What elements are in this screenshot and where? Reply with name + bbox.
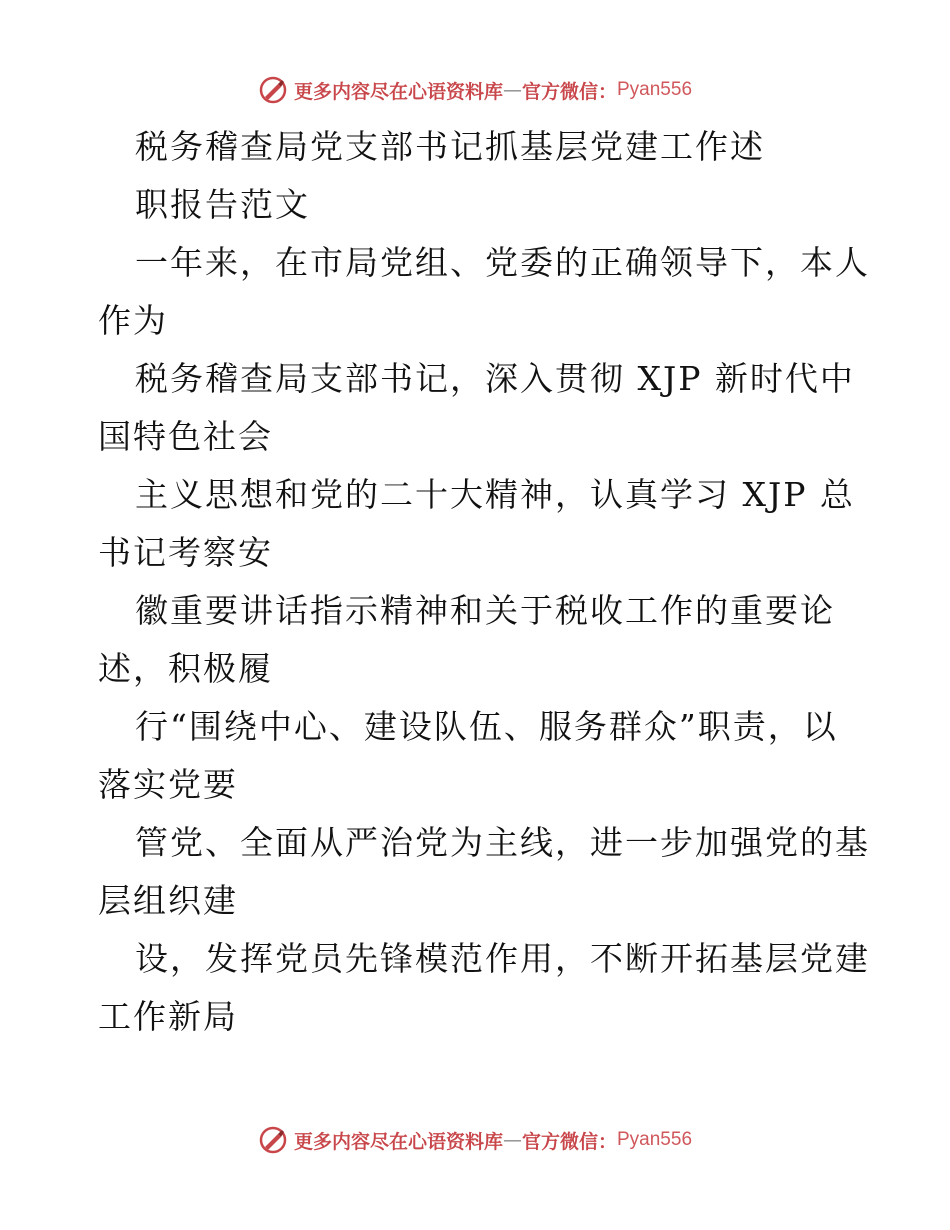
pen-circle-logo-icon <box>258 75 288 105</box>
doc-paragraph-line: 徽重要讲话指示精神和关于税收工作的重要论 <box>135 591 835 630</box>
doc-paragraph-line: 行“围绕中心、建设队伍、服务群众”职责，以 <box>135 707 838 746</box>
doc-paragraph-line: 落实党要 <box>98 765 238 804</box>
doc-title-line-2: 职报告范文 <box>135 185 310 224</box>
banner-main-text: 更多内容尽在心语资料库 <box>293 1130 503 1153</box>
doc-paragraph-line: 管党、全面从严治党为主线，进一步加强党的基 <box>135 823 870 862</box>
doc-paragraph-line: 主义思想和党的二十大精神，认真学习 XJP 总 <box>135 475 855 514</box>
doc-paragraph-line: 设，发挥党员先锋模范作用，不断开拓基层党建 <box>135 939 870 978</box>
footer-banner <box>0 1120 950 1160</box>
banner-contact-label: 官方微信： <box>521 1130 617 1153</box>
doc-paragraph-line: 工作新局 <box>98 997 238 1036</box>
doc-paragraph-line: 层组织建 <box>98 881 238 920</box>
banner-contact-label: 官方微信： <box>521 80 617 103</box>
doc-paragraph-line: 国特色社会 <box>98 417 273 456</box>
doc-paragraph-line: 述，积极履 <box>98 649 273 688</box>
doc-paragraph-line: 书记考察安 <box>98 533 273 572</box>
doc-paragraph-line: 税务稽查局支部书记，深入贯彻 XJP 新时代中 <box>135 359 855 398</box>
document-body <box>98 118 870 1046</box>
doc-paragraph-line: 一年来，在市局党组、党委的正确领导下，本人 <box>135 243 870 282</box>
banner-contact-id: Pyan556 <box>617 79 693 100</box>
header-banner <box>0 70 950 110</box>
banner-contact-id: Pyan556 <box>617 1129 693 1150</box>
banner-separator: — <box>502 1129 522 1151</box>
banner-main-text: 更多内容尽在心语资料库 <box>293 80 503 103</box>
doc-title-line-1: 税务稽查局党支部书记抓基层党建工作述 <box>135 127 765 166</box>
pen-circle-logo-icon <box>258 1125 288 1155</box>
doc-paragraph-line: 作为 <box>98 301 168 340</box>
banner-separator: — <box>502 79 522 101</box>
